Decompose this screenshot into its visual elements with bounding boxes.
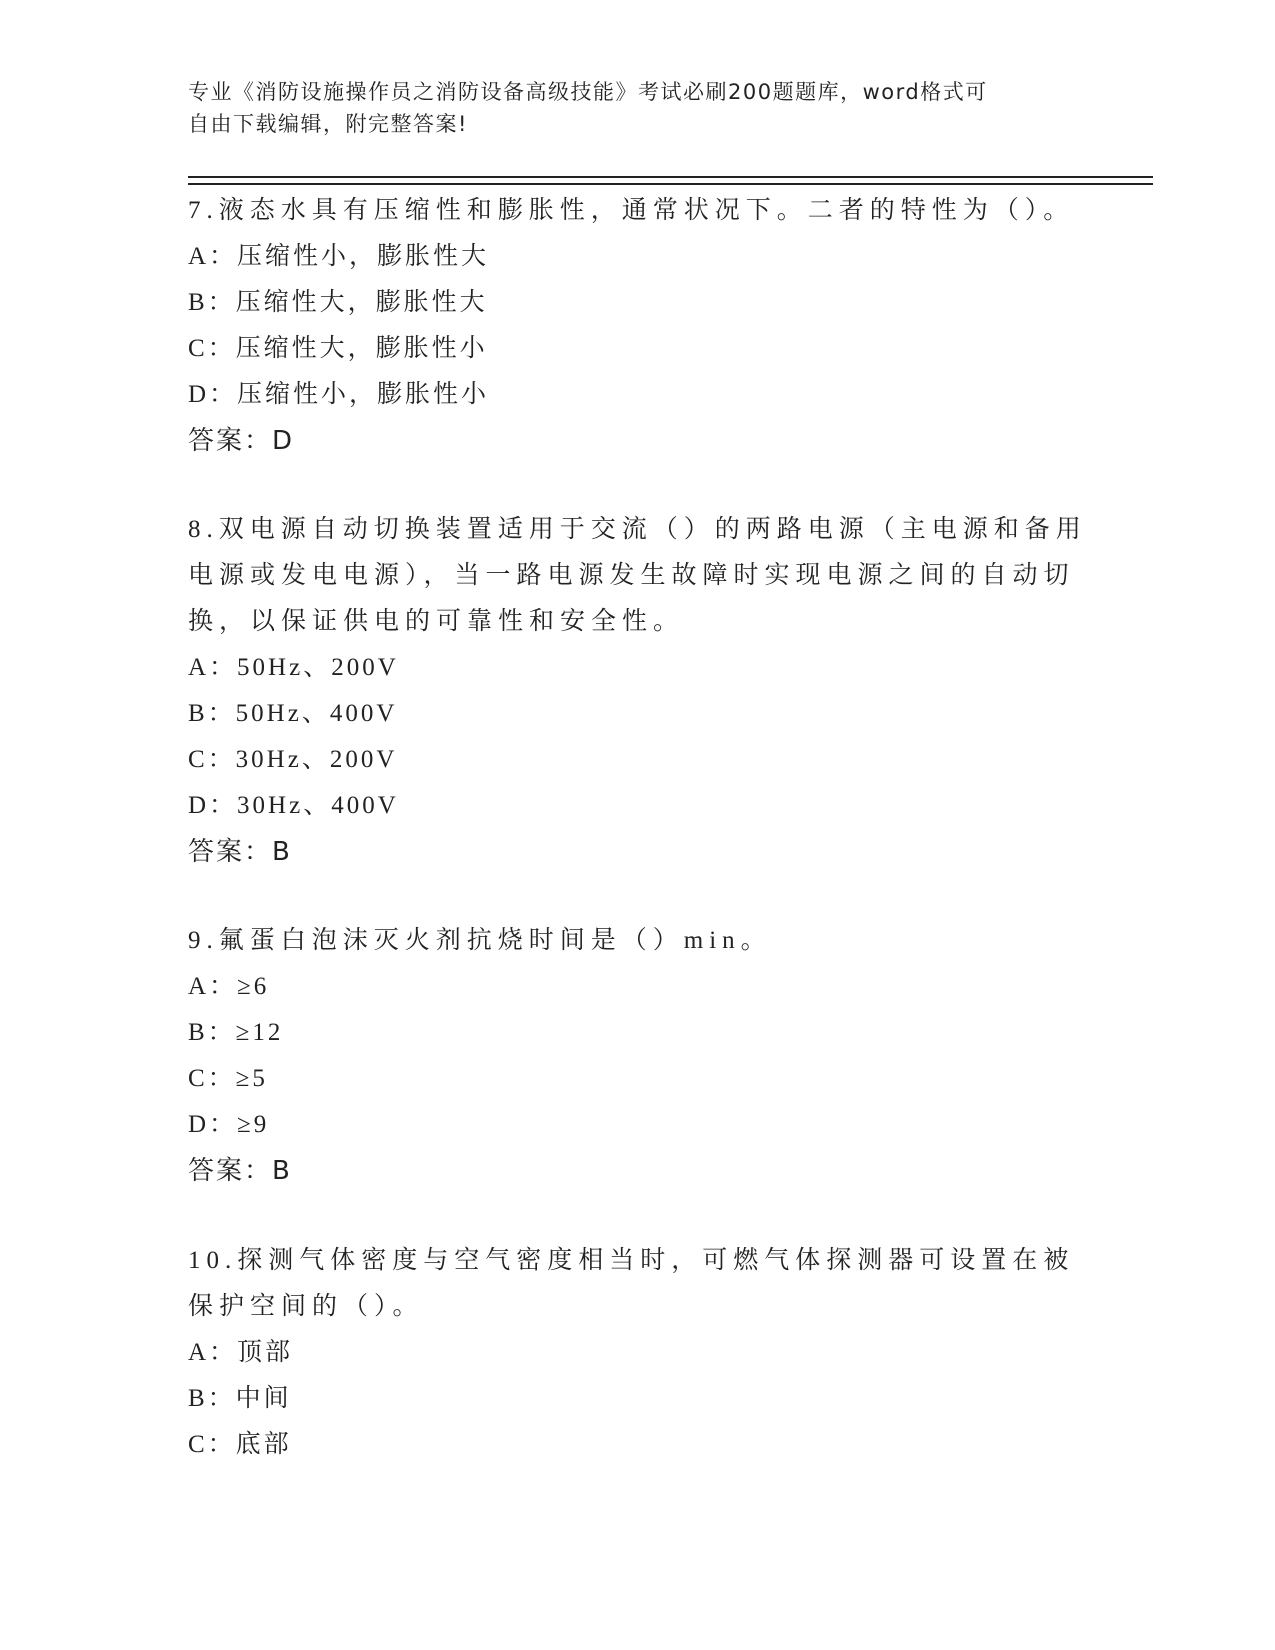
header-divider-bottom (188, 183, 1153, 185)
option-b: B：≥12 (188, 1019, 284, 1046)
option-c: C：压缩性大，膨胀性小 (188, 335, 488, 362)
option-d: D：30Hz、400V (188, 792, 399, 819)
answer: 答案：D (188, 426, 295, 456)
option-c: C：30Hz、200V (188, 746, 398, 773)
question-block-9 (188, 918, 1088, 1194)
question-text: 8.双电源自动切换装置适用于交流（）的两路电源（主电源和备用电源或发电电源），当一路电源发生故障时实现电源之间的自动切换，以保证供电的可靠性和安全性。 (188, 516, 1087, 635)
option-a: A：压缩性小，膨胀性大 (188, 243, 490, 270)
option-d: D：≥9 (188, 1111, 270, 1138)
answer: 答案：B (188, 1156, 292, 1186)
header-divider-top (188, 176, 1153, 178)
option-b: B：中间 (188, 1385, 292, 1412)
option-c: C：底部 (188, 1431, 292, 1458)
option-b: B：压缩性大，膨胀性大 (188, 289, 488, 316)
question-text: 7.液态水具有压缩性和膨胀性，通常状况下。二者的特性为（）。 (188, 197, 1075, 224)
question-text: 10.探测气体密度与空气密度相当时，可燃气体探测器可设置在被保护空间的（）。 (188, 1247, 1075, 1320)
option-a: A：顶部 (188, 1339, 294, 1366)
question-block-10 (188, 1238, 1088, 1468)
header-line-2: 自由下载编辑，附完整答案! (188, 112, 468, 136)
document-header (188, 76, 1088, 140)
header-line-1: 专业《消防设施操作员之消防设备高级技能》考试必刷200题题库，word格式可 (188, 80, 988, 104)
option-a: A：≥6 (188, 973, 270, 1000)
option-a: A：50Hz、200V (188, 654, 399, 681)
option-b: B：50Hz、400V (188, 700, 398, 727)
question-block-7 (188, 188, 1088, 464)
question-block-8 (188, 507, 1088, 875)
question-text: 9.氟蛋白泡沫灭火剂抗烧时间是（）min。 (188, 927, 772, 954)
option-d: D：压缩性小，膨胀性小 (188, 381, 490, 408)
answer: 答案：B (188, 837, 292, 867)
option-c: C：≥5 (188, 1065, 268, 1092)
